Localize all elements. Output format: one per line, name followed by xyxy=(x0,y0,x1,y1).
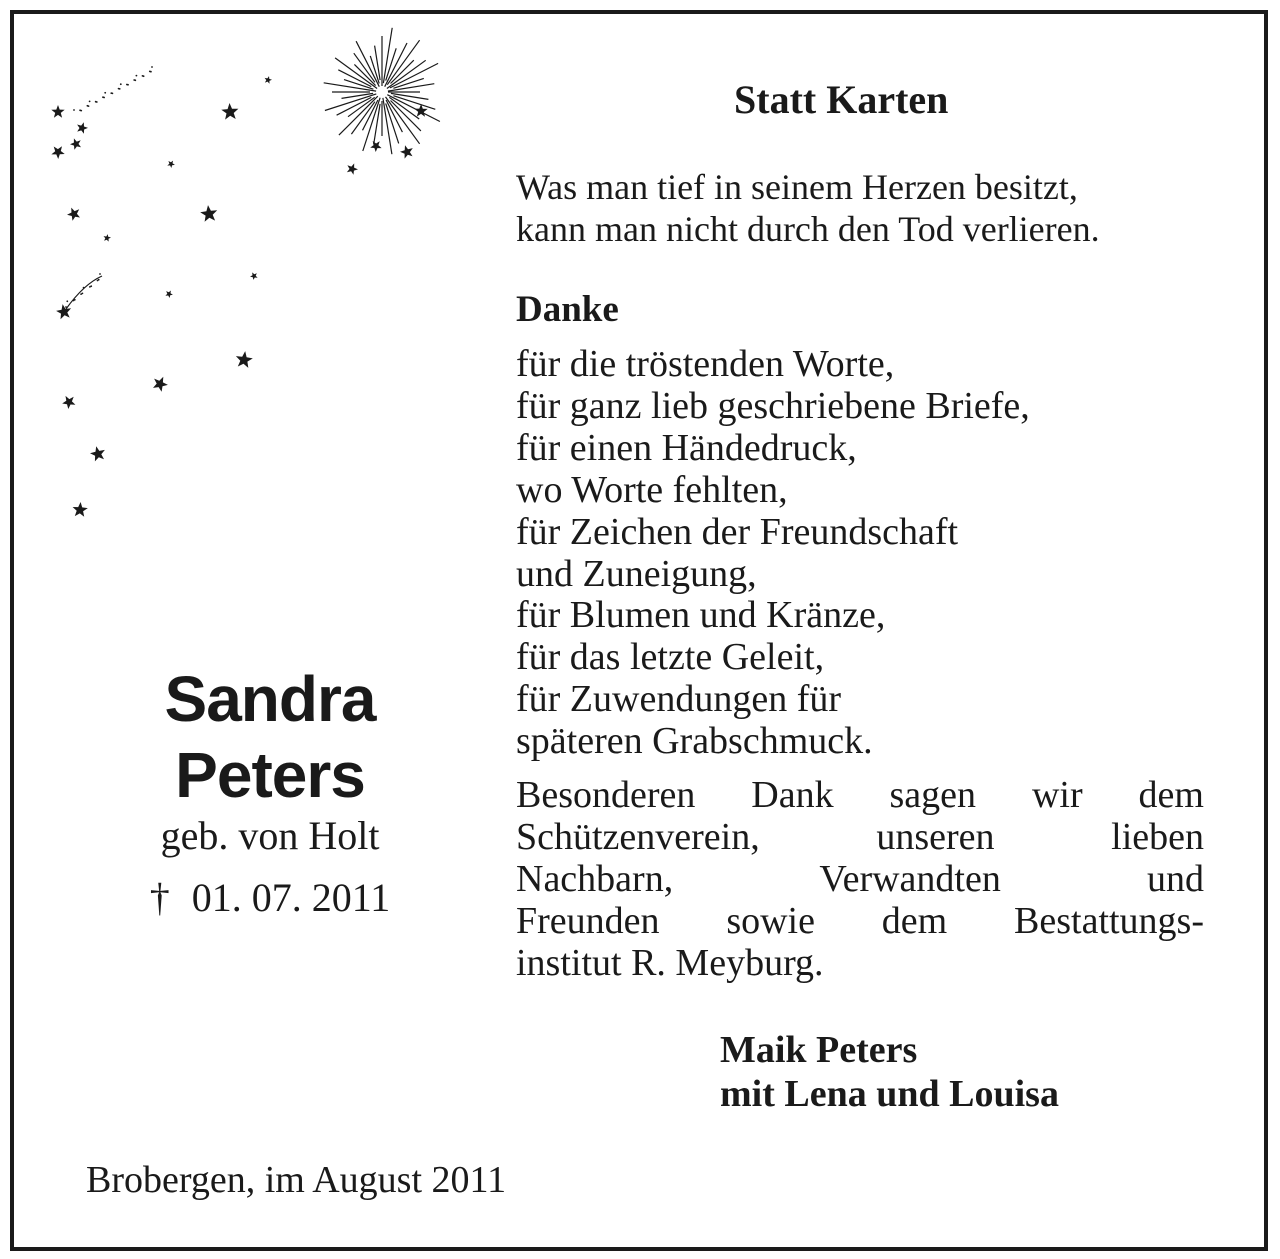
thanks-line: und Zuneigung, xyxy=(516,552,757,595)
word: sowie xyxy=(726,900,815,942)
word: dem xyxy=(881,900,948,942)
thanks-line: für Blumen und Kränze, xyxy=(516,594,886,637)
word: Freunden xyxy=(516,900,660,942)
quote-line: Was man tief in seinem Herzen besitzt, xyxy=(516,167,1078,207)
notice-heading: Statt Karten xyxy=(734,77,949,122)
word: lieben xyxy=(1111,816,1204,858)
thanks-line: für das letzte Geleit, xyxy=(516,636,825,679)
word: und xyxy=(1147,858,1204,900)
star-icon xyxy=(400,145,413,158)
word: unseren xyxy=(876,816,995,858)
word: wir xyxy=(1031,774,1083,816)
signature xyxy=(720,1028,1059,1116)
star-icon xyxy=(165,291,173,299)
death-date-line xyxy=(14,876,526,920)
death-date: 01. 07. 2011 xyxy=(191,875,391,920)
star-icon xyxy=(62,396,75,409)
word: Dank xyxy=(751,774,834,816)
star-icon xyxy=(51,105,64,118)
special-thanks-line xyxy=(516,858,1204,900)
word: sagen xyxy=(889,774,977,816)
thanks-line: späteren Grabschmuck. xyxy=(516,720,873,763)
word: dem xyxy=(1138,774,1204,816)
star-icon xyxy=(104,234,112,242)
quote xyxy=(516,166,1216,250)
place-and-date: Brobergen, im August 2011 xyxy=(86,1159,507,1201)
special-thanks-line xyxy=(516,774,1204,816)
thanks-line: für einen Händedruck, xyxy=(516,426,857,469)
word: Besonderen xyxy=(516,774,696,816)
thanks-line: für Zeichen der Freundschaft xyxy=(516,510,959,553)
star-icon xyxy=(265,76,272,84)
star-icon xyxy=(153,377,168,392)
word: Bestattungs- xyxy=(1014,900,1204,942)
word: Schützenverein, xyxy=(516,816,760,858)
star-icon xyxy=(77,122,88,133)
special-thanks-line xyxy=(516,816,1204,858)
star-icon xyxy=(221,103,238,120)
word: Verwandten xyxy=(819,858,1001,900)
star-icon xyxy=(67,208,80,221)
star-icon xyxy=(73,502,88,517)
shooting-star-trail xyxy=(73,66,153,111)
obituary-notice xyxy=(10,10,1268,1251)
shooting-star-tail xyxy=(66,276,102,309)
star-icon xyxy=(56,304,71,319)
star-icon xyxy=(347,163,358,174)
word: Nachbarn, xyxy=(516,858,674,900)
star-icon xyxy=(167,161,175,168)
special-thanks-paragraph xyxy=(516,774,1204,984)
signature-line: Maik Peters xyxy=(720,1029,918,1071)
thanks-list xyxy=(516,344,1216,763)
thanks-line: für ganz lieb geschriebene Briefe, xyxy=(516,384,1030,427)
star-icon xyxy=(250,272,258,280)
maiden-name: geb. von Holt xyxy=(160,813,380,858)
star-icon xyxy=(236,351,253,368)
quote-line: kann man nicht durch den Tod verlieren. xyxy=(516,209,1100,249)
star-icon xyxy=(90,446,105,461)
firework-icon xyxy=(324,28,440,154)
cross-icon: † xyxy=(149,875,170,920)
star-icon xyxy=(370,141,381,152)
stars-decoration xyxy=(14,14,474,554)
deceased-last-name: Peters xyxy=(175,739,365,811)
deceased-first-name: Sandra xyxy=(164,663,376,735)
star-icon xyxy=(200,205,217,222)
special-thanks-line xyxy=(516,900,1204,942)
special-thanks-line: institut R. Meyburg. xyxy=(516,942,824,984)
star-icon xyxy=(70,138,81,149)
thanks-line: wo Worte fehlten, xyxy=(516,468,788,511)
thanks-line: für die tröstenden Worte, xyxy=(516,343,895,385)
thanks-line: für Zuwendungen für xyxy=(516,678,842,721)
thanks-title: Danke xyxy=(516,289,619,330)
star-icon xyxy=(51,146,64,159)
signature-line: mit Lena und Louisa xyxy=(720,1073,1059,1115)
